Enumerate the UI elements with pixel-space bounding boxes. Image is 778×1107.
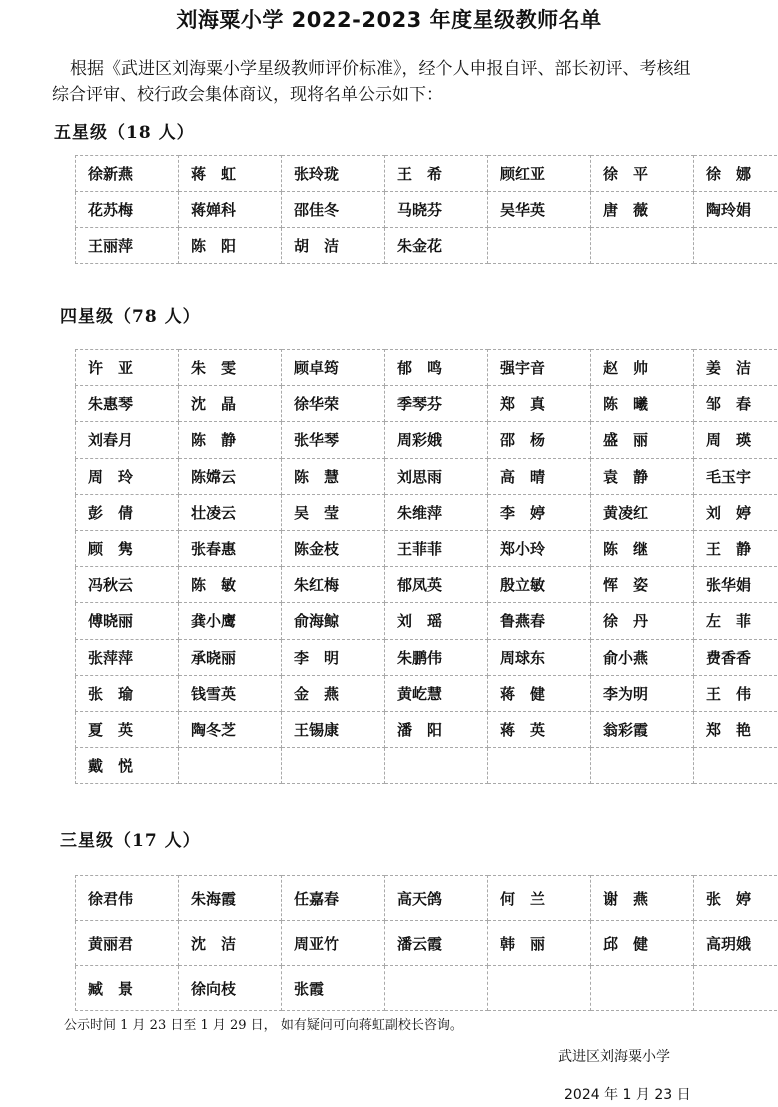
- teacher-name: 张霞: [282, 966, 385, 1011]
- teacher-name: 何 兰: [488, 876, 591, 921]
- teacher-name: 陈 继: [591, 530, 694, 566]
- teacher-name: 金 燕: [282, 675, 385, 711]
- teacher-name: 陈嫦云: [179, 458, 282, 494]
- table-row: [76, 567, 778, 603]
- publish-date: 2024 年 1 月 23 日: [564, 1087, 691, 1103]
- teacher-name: 臧 景: [76, 966, 179, 1011]
- teacher-name: 费香香: [694, 639, 778, 675]
- empty-cell: [591, 228, 694, 264]
- table-row: [76, 458, 778, 494]
- section-heading-five-star: 五星级（18 人）: [54, 123, 195, 143]
- teacher-name: 朱鹏伟: [385, 639, 488, 675]
- table-row: [76, 921, 778, 966]
- teacher-name: 李 明: [282, 639, 385, 675]
- teacher-name: 郑 艳: [694, 711, 778, 747]
- teacher-name: 周球东: [488, 639, 591, 675]
- empty-cell: [282, 748, 385, 784]
- teacher-name: 傅晓丽: [76, 603, 179, 639]
- teacher-name: 马晓芬: [385, 192, 488, 228]
- teacher-name: 沈 晶: [179, 386, 282, 422]
- notice-text: 公示时间 1 月 23 日至 1 月 29 日， 如有疑问可向蒋虹副校长咨询。: [64, 1018, 463, 1033]
- teacher-name: 郑小玲: [488, 530, 591, 566]
- table-body: [76, 156, 778, 264]
- teacher-name: 王 希: [385, 156, 488, 192]
- teacher-name: 周亚竹: [282, 921, 385, 966]
- teacher-name: 朱海霞: [179, 876, 282, 921]
- teacher-name: 盛 丽: [591, 422, 694, 458]
- teacher-name: 季琴芬: [385, 386, 488, 422]
- empty-cell: [694, 228, 778, 264]
- table-row: [76, 156, 778, 192]
- teacher-name: 戴 悦: [76, 748, 179, 784]
- teacher-name: 潘 阳: [385, 711, 488, 747]
- table-row: [76, 711, 778, 747]
- teacher-name: 朱维萍: [385, 494, 488, 530]
- teacher-name: 胡 洁: [282, 228, 385, 264]
- teacher-name: 郁凤英: [385, 567, 488, 603]
- teacher-name: 高玥娥: [694, 921, 778, 966]
- teacher-name: 蒋 健: [488, 675, 591, 711]
- empty-cell: [591, 966, 694, 1011]
- teacher-name: 顾红亚: [488, 156, 591, 192]
- teacher-name: 毛玉宇: [694, 458, 778, 494]
- teacher-name: 谢 燕: [591, 876, 694, 921]
- intro-paragraph: 根据《武进区刘海粟小学星级教师评价标准》，经个人申报自评、部长初评、考核组综合评审、校行政会集体商议，现将名单公示如下：: [52, 59, 691, 105]
- teacher-name: 高天鸽: [385, 876, 488, 921]
- teacher-name: 朱惠琴: [76, 386, 179, 422]
- teacher-name: 张华娟: [694, 567, 778, 603]
- school-signature: 武进区刘海粟小学: [558, 1049, 670, 1065]
- teacher-name: 刘思雨: [385, 458, 488, 494]
- teacher-name: 张萍萍: [76, 639, 179, 675]
- teacher-name: 沈 洁: [179, 921, 282, 966]
- teacher-name: 顾 隽: [76, 530, 179, 566]
- teacher-name: 邵 杨: [488, 422, 591, 458]
- teacher-name: 许 亚: [76, 350, 179, 386]
- teacher-name: 袁 静: [591, 458, 694, 494]
- teacher-name: 王丽萍: [76, 228, 179, 264]
- teacher-name: 陈 曦: [591, 386, 694, 422]
- table-row: [76, 639, 778, 675]
- teacher-name: 殷立敏: [488, 567, 591, 603]
- teacher-name: 花苏梅: [76, 192, 179, 228]
- table-row: [76, 748, 778, 784]
- table-row: [76, 350, 778, 386]
- teacher-name: 黄屹慧: [385, 675, 488, 711]
- four-star-table: [75, 349, 778, 784]
- three-star-table: [75, 875, 778, 1011]
- table-body: [76, 876, 778, 1011]
- empty-cell: [488, 748, 591, 784]
- teacher-name: 陈 敏: [179, 567, 282, 603]
- teacher-name: 徐 娜: [694, 156, 778, 192]
- table-body: [76, 350, 778, 784]
- empty-cell: [179, 748, 282, 784]
- table-row: [76, 192, 778, 228]
- teacher-name: 陈 静: [179, 422, 282, 458]
- teacher-name: 李为明: [591, 675, 694, 711]
- table-row: [76, 386, 778, 422]
- teacher-name: 黄丽君: [76, 921, 179, 966]
- teacher-name: 陈 阳: [179, 228, 282, 264]
- empty-cell: [694, 748, 778, 784]
- table-row: [76, 876, 778, 921]
- empty-cell: [385, 966, 488, 1011]
- teacher-name: 徐向枝: [179, 966, 282, 1011]
- teacher-name: 郑 真: [488, 386, 591, 422]
- teacher-name: 任嘉春: [282, 876, 385, 921]
- teacher-name: 周 瑛: [694, 422, 778, 458]
- teacher-name: 蒋 虹: [179, 156, 282, 192]
- teacher-name: 张玲珑: [282, 156, 385, 192]
- teacher-name: 唐 薇: [591, 192, 694, 228]
- teacher-name: 朱金花: [385, 228, 488, 264]
- teacher-name: 顾卓筠: [282, 350, 385, 386]
- empty-cell: [488, 228, 591, 264]
- teacher-name: 徐 丹: [591, 603, 694, 639]
- table-row: [76, 675, 778, 711]
- teacher-name: 李 婷: [488, 494, 591, 530]
- teacher-name: 蒋 英: [488, 711, 591, 747]
- teacher-name: 彭 倩: [76, 494, 179, 530]
- teacher-name: 韩 丽: [488, 921, 591, 966]
- teacher-name: 王 伟: [694, 675, 778, 711]
- teacher-name: 吴华英: [488, 192, 591, 228]
- teacher-name: 壮凌云: [179, 494, 282, 530]
- teacher-name: 徐 平: [591, 156, 694, 192]
- teacher-name: 刘 婷: [694, 494, 778, 530]
- teacher-name: 张春惠: [179, 530, 282, 566]
- teacher-name: 冯秋云: [76, 567, 179, 603]
- teacher-name: 姜 洁: [694, 350, 778, 386]
- teacher-name: 高 晴: [488, 458, 591, 494]
- teacher-name: 张 婷: [694, 876, 778, 921]
- teacher-name: 钱雪英: [179, 675, 282, 711]
- teacher-name: 张华琴: [282, 422, 385, 458]
- empty-cell: [385, 748, 488, 784]
- teacher-name: 龚小鹰: [179, 603, 282, 639]
- teacher-name: 陈 慧: [282, 458, 385, 494]
- five-star-table: [75, 155, 778, 264]
- table-row: [76, 966, 778, 1011]
- teacher-name: 朱红梅: [282, 567, 385, 603]
- teacher-name: 翁彩霞: [591, 711, 694, 747]
- teacher-name: 王锡康: [282, 711, 385, 747]
- empty-cell: [488, 966, 591, 1011]
- section-heading-four-star: 四星级（78 人）: [60, 307, 201, 327]
- teacher-name: 赵 帅: [591, 350, 694, 386]
- teacher-name: 郁 鸣: [385, 350, 488, 386]
- teacher-name: 徐新燕: [76, 156, 179, 192]
- teacher-name: 承晓丽: [179, 639, 282, 675]
- table-row: [76, 530, 778, 566]
- table-row: [76, 603, 778, 639]
- teacher-name: 俞海鲸: [282, 603, 385, 639]
- teacher-name: 左 菲: [694, 603, 778, 639]
- empty-cell: [694, 966, 778, 1011]
- teacher-name: 徐华荣: [282, 386, 385, 422]
- table-row: [76, 228, 778, 264]
- empty-cell: [591, 748, 694, 784]
- teacher-name: 夏 英: [76, 711, 179, 747]
- teacher-name: 蒋婵科: [179, 192, 282, 228]
- table-row: [76, 422, 778, 458]
- table-row: [76, 494, 778, 530]
- teacher-name: 吴 莹: [282, 494, 385, 530]
- teacher-name: 朱 雯: [179, 350, 282, 386]
- teacher-name: 周 玲: [76, 458, 179, 494]
- teacher-name: 陈金枝: [282, 530, 385, 566]
- teacher-name: 邹 春: [694, 386, 778, 422]
- teacher-name: 鲁燕春: [488, 603, 591, 639]
- teacher-name: 陶玲娟: [694, 192, 778, 228]
- teacher-name: 潘云霞: [385, 921, 488, 966]
- teacher-name: 俞小燕: [591, 639, 694, 675]
- teacher-name: 陶冬芝: [179, 711, 282, 747]
- teacher-name: 张 瑜: [76, 675, 179, 711]
- page-title: 刘海粟小学 2022-2023 年度星级教师名单: [176, 8, 602, 32]
- teacher-name: 王 静: [694, 530, 778, 566]
- teacher-name: 刘 瑶: [385, 603, 488, 639]
- teacher-name: 恽 姿: [591, 567, 694, 603]
- teacher-name: 刘春月: [76, 422, 179, 458]
- teacher-name: 邱 健: [591, 921, 694, 966]
- teacher-name: 徐君伟: [76, 876, 179, 921]
- teacher-name: 邵佳冬: [282, 192, 385, 228]
- teacher-name: 王菲菲: [385, 530, 488, 566]
- teacher-name: 黄凌红: [591, 494, 694, 530]
- section-heading-three-star: 三星级（17 人）: [60, 831, 201, 851]
- teacher-name: 强宇音: [488, 350, 591, 386]
- teacher-name: 周彩娥: [385, 422, 488, 458]
